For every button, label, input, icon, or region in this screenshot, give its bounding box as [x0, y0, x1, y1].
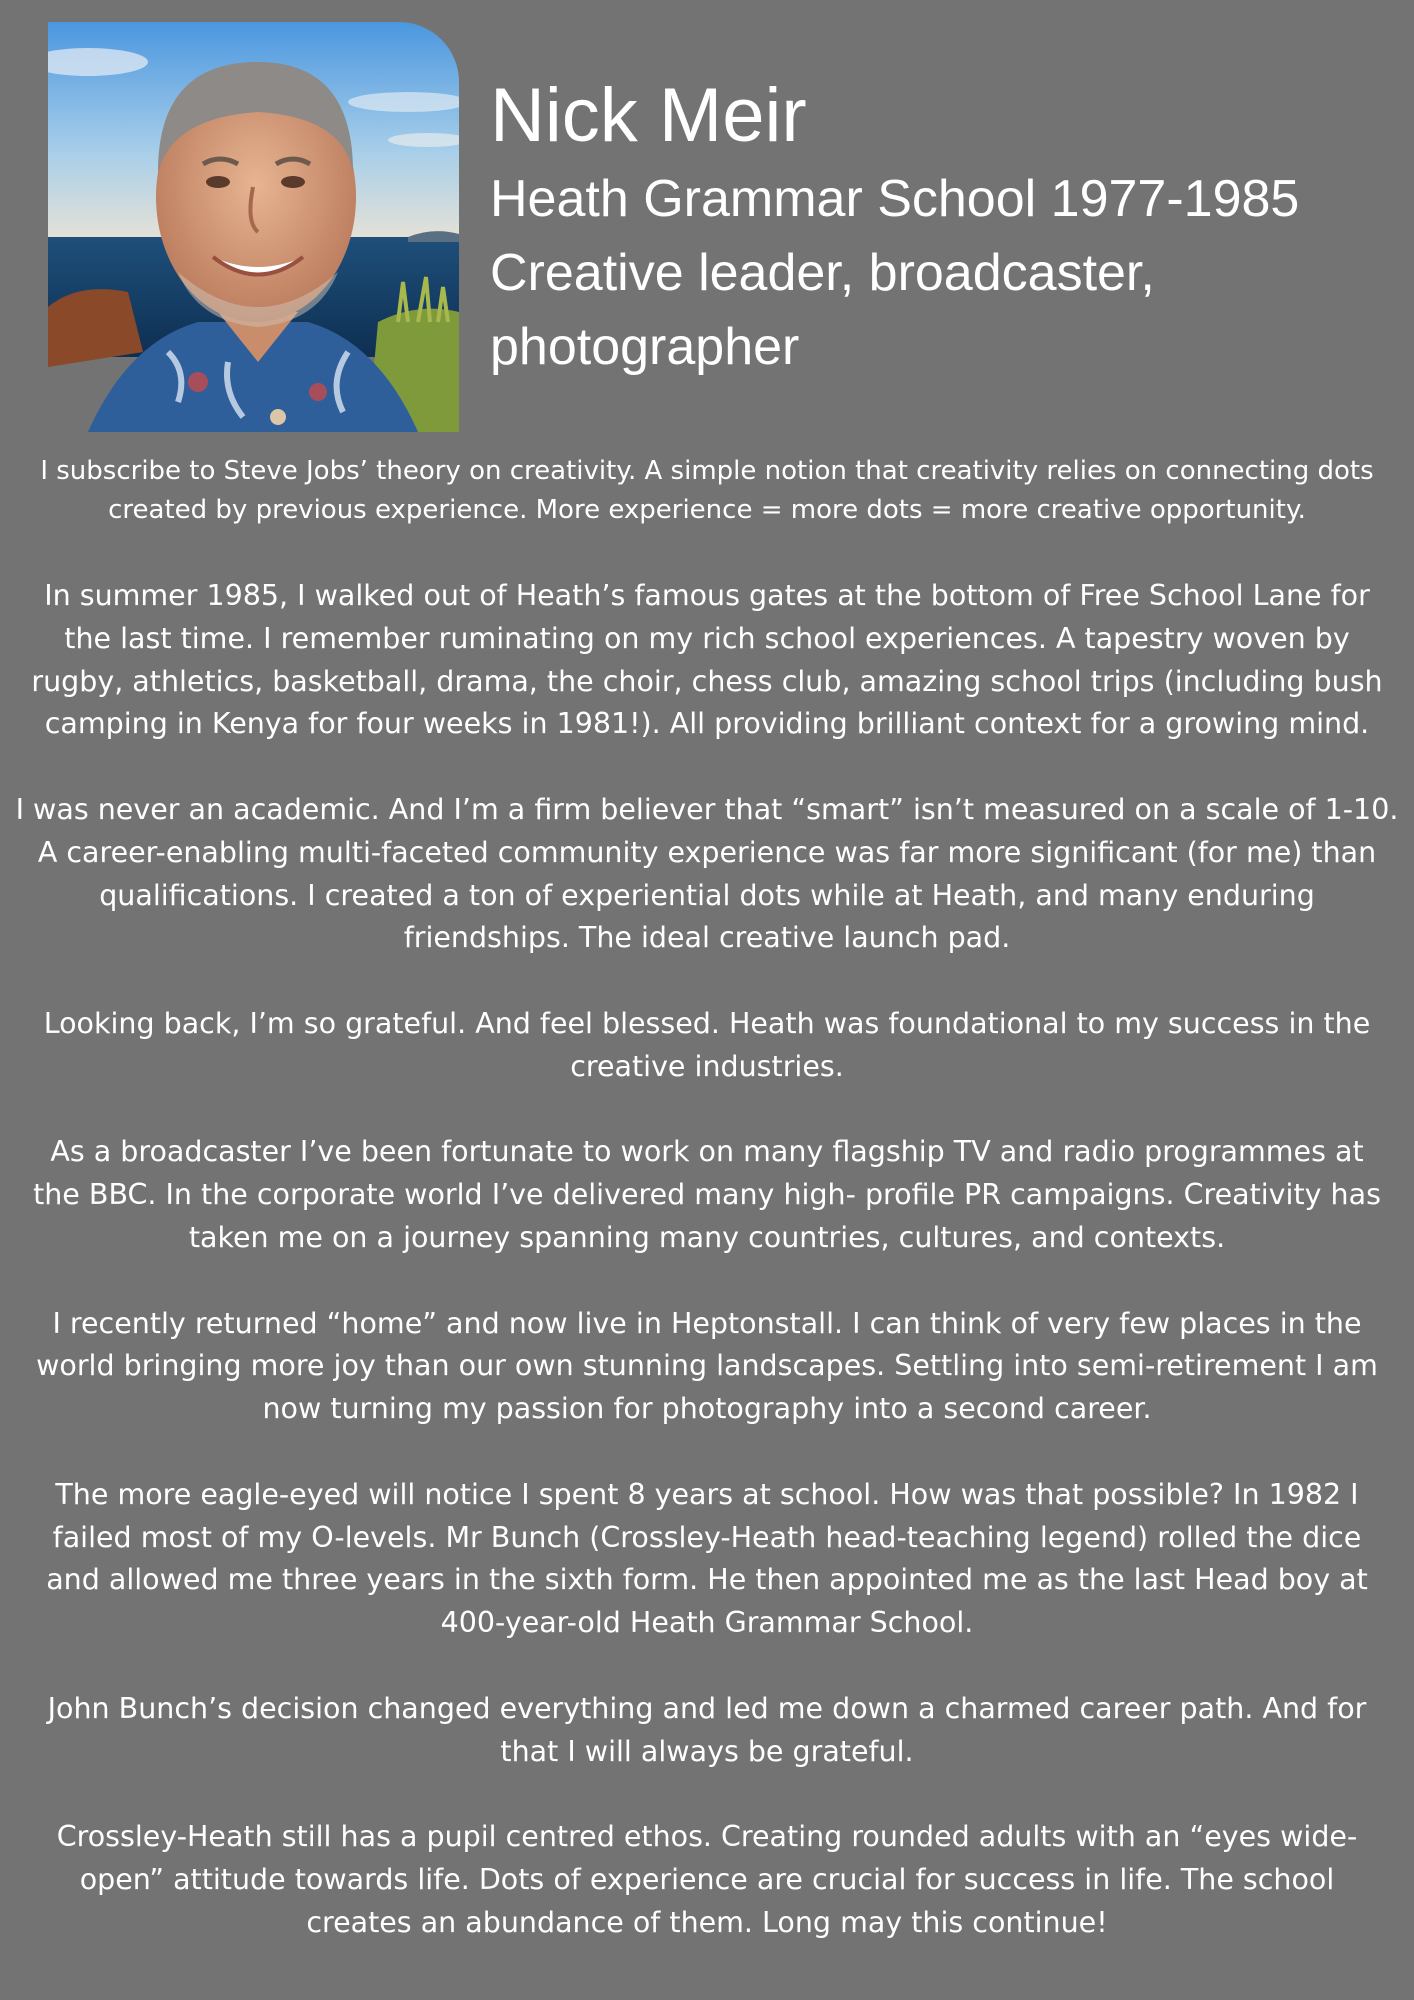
- profile-titles: [490, 70, 1390, 384]
- paragraph-line: rugby, athletics, basketball, drama, the choir, chess club, amazing school trips (including bush: [31, 664, 1383, 698]
- paragraph-line: As a broadcaster I’ve been fortunate to work on many flagship TV and radio programmes at: [50, 1135, 1364, 1169]
- paragraph-line: qualifications. I created a ton of experiential dots while at Heath, and many enduring: [99, 878, 1315, 912]
- paragraph-line: John Bunch’s decision changed everything and led me down a charmed career path. And for: [47, 1691, 1367, 1725]
- paragraph-2: [0, 575, 1414, 746]
- paragraph-line: In summer 1985, I walked out of Heath’s famous gates at the bottom of Free School Lane for: [44, 579, 1370, 612]
- paragraph-line: the BBC. In the corporate world I’ve delivered many high- profile PR campaigns. Creativity has: [33, 1178, 1381, 1212]
- paragraph-8: [0, 1688, 1414, 1774]
- paragraph-line: 400-year-old Heath Grammar School.: [440, 1606, 974, 1640]
- paragraph-line: world bringing more joy than our own stunning landscapes. Settling into semi-retirement I am: [36, 1349, 1378, 1383]
- paragraph-line: now turning my passion for photography into a second career.: [262, 1392, 1152, 1426]
- paragraph-9: [0, 1816, 1414, 1944]
- paragraph-line: The more eagle-eyed will notice I spent 8 years at school. How was that possible? In 1982 I: [55, 1477, 1359, 1511]
- paragraph-line: friendships. The ideal creative launch pad.: [403, 921, 1011, 955]
- paragraph-line: and allowed me three years in the sixth form. He then appointed me as the last Head boy at: [46, 1563, 1368, 1597]
- paragraph-3: [0, 789, 1414, 960]
- paragraph-5: [0, 1131, 1414, 1259]
- role-line-1: Creative leader, broadcaster,: [490, 244, 1155, 302]
- paragraph-line: Looking back, I’m so grateful. And feel blessed. Heath was foundational to my success in the: [43, 1006, 1371, 1040]
- paragraph-line: camping in Kenya for four weeks in 1981!). All providing brilliant context for a growing mind.: [44, 707, 1370, 741]
- paragraph-line: I recently returned “home” and now live in Heptonstall. I can think of very few places in the: [52, 1306, 1362, 1340]
- profile-photo: [48, 22, 459, 432]
- paragraph-line: failed most of my O-levels. Mr Bunch (Crossley-Heath head-teaching legend) rolled the dice: [52, 1520, 1362, 1554]
- paragraph-line: creates an abundance of them. Long may this continue!: [306, 1905, 1108, 1939]
- profile-name: Nick Meir: [490, 73, 807, 158]
- paragraph-line: created by previous experience. More experience = more dots = more creative opportunity.: [108, 495, 1306, 525]
- paragraph-line: A career-enabling multi-faceted community experience was far more significant (for me) than: [37, 835, 1377, 869]
- paragraph-6: [0, 1303, 1414, 1431]
- paragraph-7: [0, 1474, 1414, 1645]
- paragraph-1: [0, 452, 1414, 530]
- paragraph-line: Crossley-Heath still has a pupil centred ethos. Creating rounded adults with an “eyes wide-: [56, 1820, 1358, 1854]
- paragraph-line: open” attitude towards life. Dots of experience are crucial for success in life. The school: [79, 1862, 1335, 1896]
- paragraph-4: [0, 1003, 1414, 1089]
- paragraph-line: I was never an academic. And I’m a firm believer that “smart” isn’t measured on a scale of 1-10.: [15, 792, 1399, 826]
- paragraph-line: the last time. I remember ruminating on my rich school experiences. A tapestry woven by: [64, 621, 1350, 655]
- paragraph-line: I subscribe to Steve Jobs’ theory on creativity. A simple notion that creativity relies on connecting dots: [40, 456, 1374, 486]
- paragraph-line: taken me on a journey spanning many countries, cultures, and contexts.: [188, 1220, 1226, 1254]
- role-line-2: photographer: [490, 318, 800, 376]
- paragraph-line: creative industries.: [570, 1049, 844, 1083]
- profile-header: [0, 0, 1414, 440]
- biography: [0, 452, 1414, 1945]
- paragraph-line: that I will always be grateful.: [500, 1734, 914, 1768]
- school-years: Heath Grammar School 1977-1985: [490, 170, 1300, 228]
- portrait-illustration: [48, 22, 459, 432]
